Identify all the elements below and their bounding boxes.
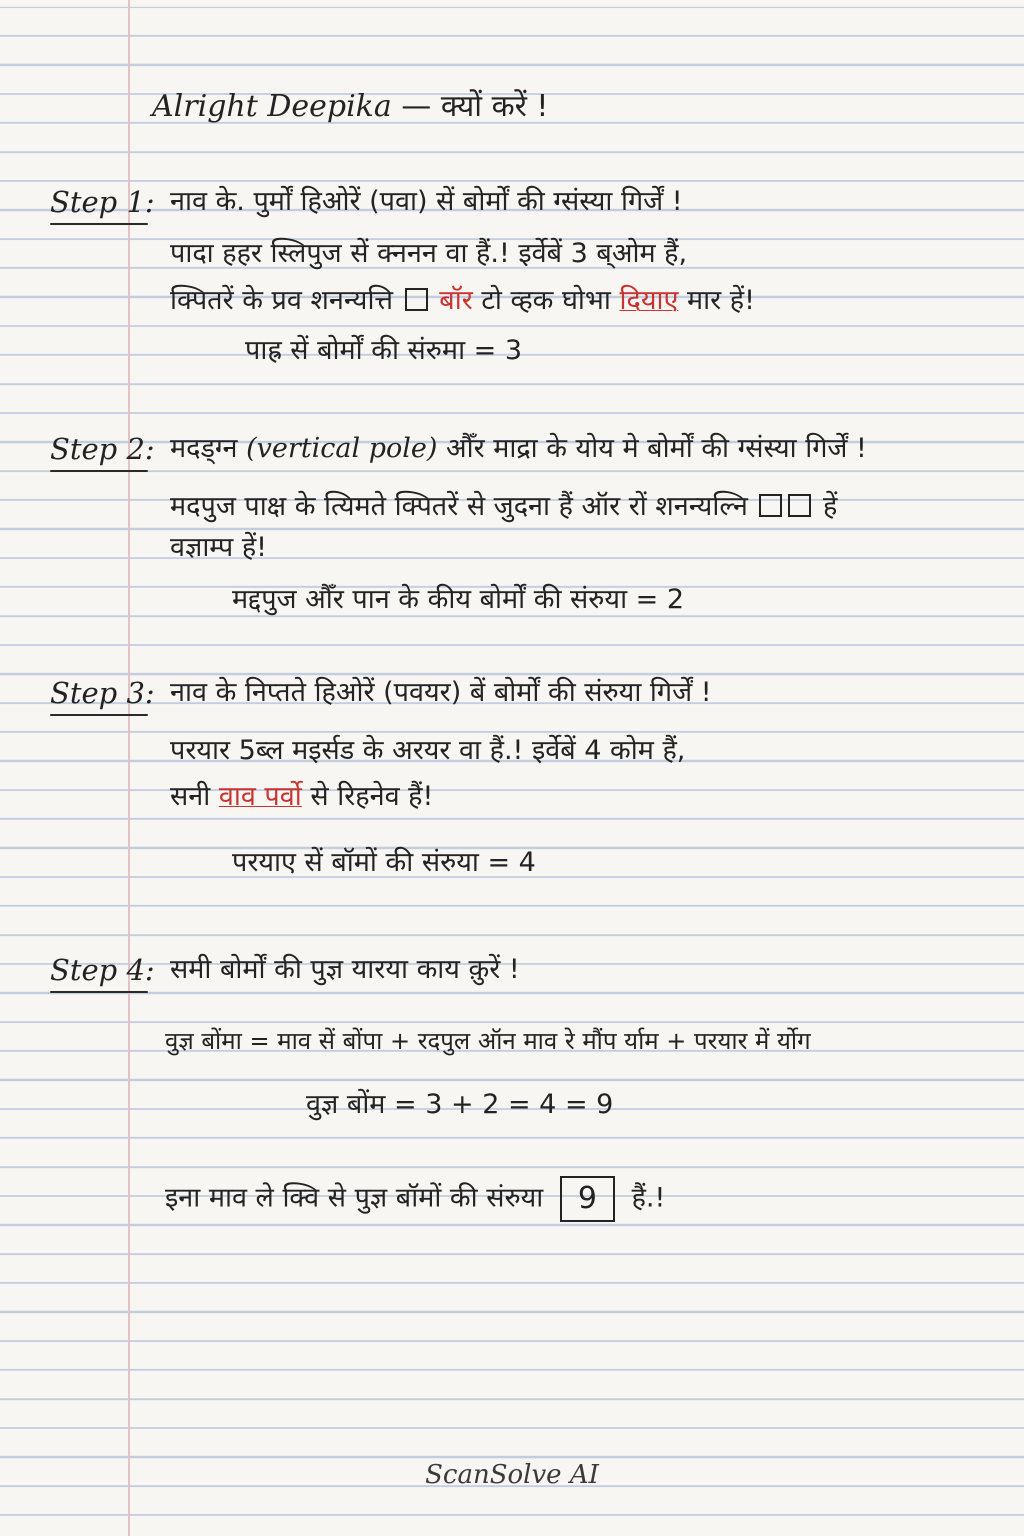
step-3-result: परयाए सें बॉमों की संरुया = 4 bbox=[232, 847, 536, 878]
step-2-title-a: मदड्ग्न bbox=[170, 433, 238, 464]
step-3-highlight: वाव पर्वो bbox=[218, 781, 302, 812]
step-1-line-1: पादा हहर स्लिपुज सें क्ननन वा हैं.! इर्वेबें 3 ब्ओम हैं, bbox=[170, 238, 688, 269]
step-1-line-2-text-b: टो व्हक घोभा bbox=[481, 285, 611, 316]
step-1-line-2-text-c: मार हें! bbox=[687, 285, 755, 316]
step-3-line-2-text-a: सनी bbox=[170, 781, 211, 812]
step-3-line-1: परयार 5ब्ल मइर्सड के अरयर वा हैं.! इर्वेबें 4 कोम हैं, bbox=[170, 735, 686, 766]
step-3-label: Step 3: bbox=[50, 676, 155, 710]
step-3-line-2-text-b: से रिहनेव हैं! bbox=[310, 781, 434, 812]
step-1-title: नाव के. पुर्मों हिओरें (पवा) सें बोर्मों की ग्संस्या गिर्जें ! bbox=[170, 186, 683, 217]
notebook-margin-line bbox=[128, 0, 130, 1536]
step-4-calc: वुज्ञ बोंम = 3 + 2 = 4 = 9 bbox=[306, 1089, 614, 1120]
step-2-result: मद्दपुज औँर पान के कीय बोर्मों की संरुया = 2 bbox=[232, 584, 685, 615]
step-2-title bbox=[170, 432, 867, 466]
step-2-title-latin: (vertical pole) bbox=[246, 433, 438, 464]
step-1-highlight-1: बॉर bbox=[439, 285, 473, 316]
step-2-line-1 bbox=[170, 490, 837, 524]
greeting bbox=[152, 90, 548, 124]
final-answer-box: 9 bbox=[560, 1176, 615, 1222]
step-4-title: समी बोर्मों की पुज्ञ यारया काय क़ुरें ! bbox=[170, 954, 520, 985]
checkbox-icon bbox=[788, 494, 811, 517]
checkbox-icon bbox=[405, 288, 428, 311]
step-1-highlight-2: दियाए bbox=[619, 285, 679, 316]
step-3-line-2 bbox=[170, 780, 433, 814]
step-2-title-b: औँर माद्रा के योय मे बोर्मों की ग्संस्या गिर्जें ! bbox=[445, 433, 867, 464]
step-1-line-2 bbox=[170, 284, 755, 318]
step-4-label: Step 4: bbox=[50, 953, 155, 987]
step-2-line-1-text-a: मदपुज पाक्ष के त्यिमते क्पितरें से जुदना हैं ऑर रों शनन्यल्नि bbox=[170, 491, 748, 522]
step-1-result: पाह्र सें बोर्मों की संरुमा = 3 bbox=[245, 335, 523, 366]
brand-footer: ScanSolve AI bbox=[425, 1460, 599, 1490]
step-4-formula: वुज्ञ बोंमा = माव सें बोंपा + रदपुल ऑन माव रे मौंप र्याम + परयार में र्योग bbox=[165, 1027, 811, 1055]
step-2-line-2: वज्ञाम्प हें! bbox=[170, 532, 268, 563]
greeting-rest: — क्यों करें ! bbox=[391, 89, 549, 124]
checkbox-icon bbox=[759, 494, 782, 517]
step-3-title: नाव के निप्तते हिओरें (पवयर) बें बोर्मों की संरुया गिर्जें ! bbox=[170, 677, 712, 708]
final-answer-text-b: हैं.! bbox=[631, 1182, 666, 1214]
step-2-label: Step 2: bbox=[50, 432, 155, 466]
step-1-line-2-text-a: क्पितरें के प्रव शनन्यत्ति bbox=[170, 285, 394, 316]
final-answer-line bbox=[165, 1176, 665, 1222]
step-1-label: Step 1: bbox=[50, 185, 155, 219]
step-2-line-1-text-b: हें bbox=[823, 491, 838, 522]
final-answer-text-a: इना माव ले क्वि से पुज्ञ बॉमों की संरुया bbox=[165, 1182, 544, 1214]
greeting-name: Alright Deepika bbox=[152, 89, 392, 124]
